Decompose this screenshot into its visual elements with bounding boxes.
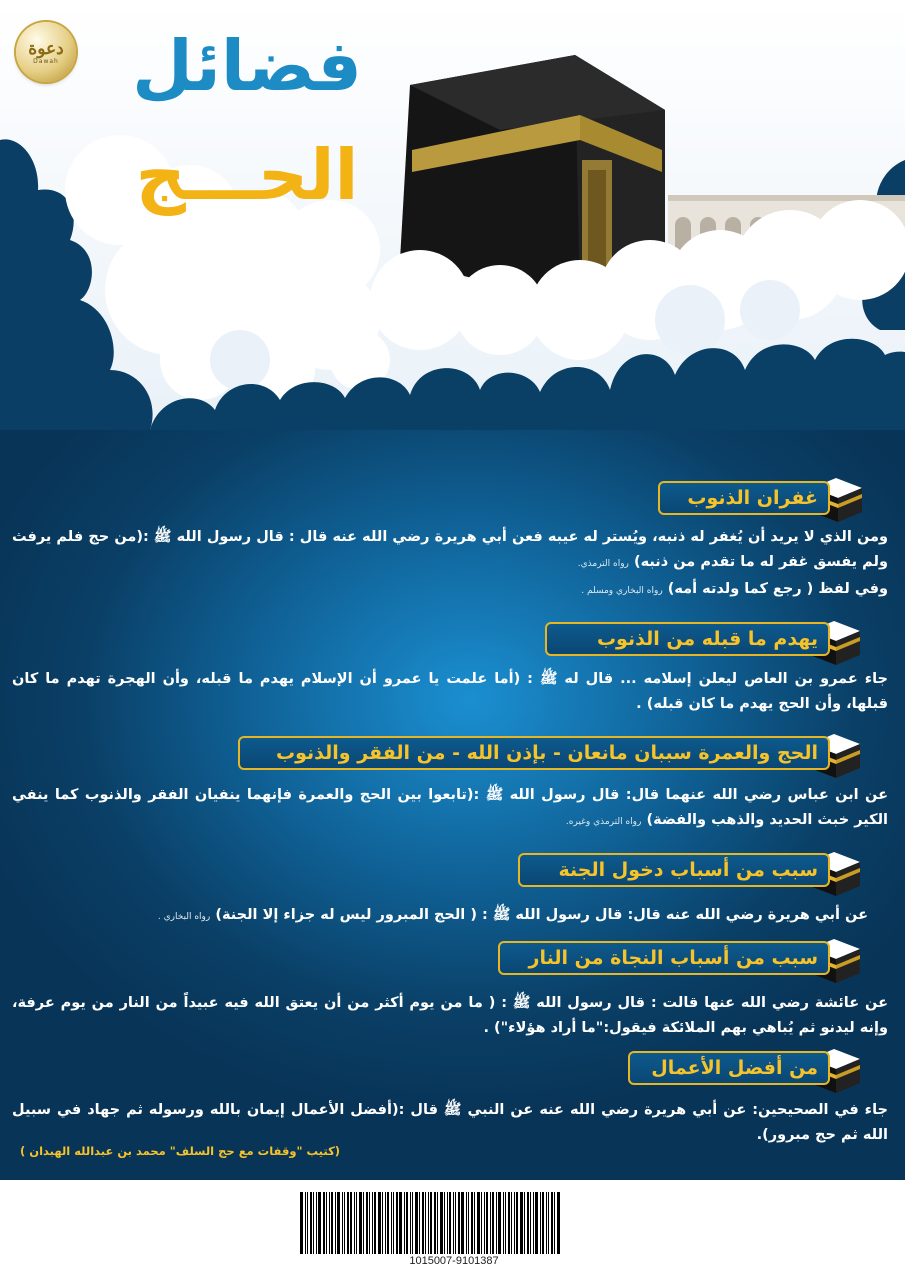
heading-prevent-poverty	[238, 736, 830, 770]
barcode-bar	[481, 1192, 482, 1254]
barcode-bar	[422, 1192, 424, 1254]
heading-text: من أفضل الأعمال	[651, 1057, 818, 1079]
barcode-bar	[404, 1192, 405, 1254]
hadith-text: جاء في الصحيحين: عن أبي هريرة رضي الله عنه عن النبي ﷺ قال :(أفضل الأعمال إيمان بالله ورسوله ثم جهاد في سبيل الله ثم حج مبرور).	[12, 1102, 888, 1143]
barcode-bar	[447, 1192, 448, 1254]
hadith-text: عن أبي هريرة رضي الله عنه قال: قال رسول الله ﷺ : ( الحج المبرور ليس له جزاء إلا الجنة)	[215, 907, 868, 923]
barcode-bar	[313, 1192, 314, 1254]
barcode-bar	[540, 1192, 541, 1254]
barcode-bar	[399, 1192, 402, 1254]
barcode-bar	[527, 1192, 529, 1254]
barcode-bar	[486, 1192, 488, 1254]
barcode-bar	[444, 1192, 445, 1254]
barcode-bar	[471, 1192, 473, 1254]
barcode-bar	[307, 1192, 308, 1254]
hadith-text: عن عائشة رضي الله عنها قالت : قال رسول الله ﷺ : ( ما من يوم أكثر من أن يعتق الله فيه عبيداً من النار من يوم عرفة، وإنه ليدنو ثم يُباهي بهم الملائكة فيقول:"ما أراد هؤلاء") .	[12, 995, 888, 1036]
barcode-bar	[551, 1192, 553, 1254]
barcode-bar	[372, 1192, 373, 1254]
logo-mark: دعوة	[28, 38, 64, 59]
barcode-bar	[468, 1192, 469, 1254]
barcode-bar	[557, 1192, 560, 1254]
hadith-text: جاء عمرو بن العاص ليعلن إسلامه ... قال له ﷺ : (أما علمت يا عمرو أن الإسلام يهدم ما قبله، وأن الهجرة تهدم ما كان قبلها، وأن الحج يهدم ما كان قبله) .	[12, 671, 888, 712]
barcode-bar	[453, 1192, 454, 1254]
barcode-bar	[393, 1192, 394, 1254]
heading-text: يهدم ما قبله من الذنوب	[596, 628, 818, 650]
barcode-bar	[412, 1192, 413, 1254]
heading-erases-sins	[545, 622, 830, 656]
title-line2: الحـــج	[135, 134, 359, 216]
section-text-erases-sins	[12, 667, 888, 717]
barcode-bar	[484, 1192, 485, 1254]
heading-paradise	[518, 853, 830, 887]
barcode-bar	[318, 1192, 321, 1254]
barcode-bar	[366, 1192, 368, 1254]
title-line1: فضائل	[132, 25, 362, 107]
barcode-bar	[363, 1192, 364, 1254]
barcode-bar	[505, 1192, 506, 1254]
barcode-bar	[520, 1192, 523, 1254]
barcode-bar	[378, 1192, 381, 1254]
barcode-bar	[410, 1192, 411, 1254]
barcode-bar	[425, 1192, 426, 1254]
barcode-bar	[546, 1192, 547, 1254]
barcode-bar	[350, 1192, 352, 1254]
barcode-bar	[434, 1192, 436, 1254]
barcode-bar	[511, 1192, 512, 1254]
barcode-bar	[335, 1192, 336, 1254]
barcode-bar	[396, 1192, 398, 1254]
hadith-source: رواه البخاري ومسلم .	[581, 586, 663, 596]
barcode-bar	[496, 1192, 497, 1254]
barcode-bar	[419, 1192, 420, 1254]
barcode-bar	[554, 1192, 555, 1254]
barcode-bar	[316, 1192, 317, 1254]
barcode-bar	[503, 1192, 504, 1254]
barcode-bar	[524, 1192, 525, 1254]
barcode-icon	[300, 1192, 608, 1254]
book-credit: (كتيب "وقفات مع حج السلف" محمد بن عبدالله الهبدان )	[20, 1144, 341, 1158]
section-text-best-deeds	[12, 1098, 888, 1148]
barcode-bar	[391, 1192, 392, 1254]
barcode-bar	[326, 1192, 327, 1254]
barcode-bar	[542, 1192, 544, 1254]
barcode-bar	[359, 1192, 362, 1254]
hadith-text: عن ابن عباس رضي الله عنهما قال: قال رسول الله ﷺ :(تابعوا بين الحج والعمرة فإنهما ينفيان الفقر والذنوب كما ينفي الكير خبث الحديد والذهب والفضة)	[12, 787, 888, 828]
barcode-bar	[369, 1192, 370, 1254]
logo-sub: Dawah	[33, 57, 59, 65]
barcode-bar	[514, 1192, 515, 1254]
hadith-source: رواه الترمذي.	[577, 559, 629, 569]
barcode-bar	[533, 1192, 534, 1254]
barcode-bar	[466, 1192, 467, 1254]
barcode-bar	[428, 1192, 429, 1254]
barcode-bar	[508, 1192, 510, 1254]
section-text-salvation	[12, 991, 888, 1041]
barcode-bar	[354, 1192, 355, 1254]
barcode-bar	[347, 1192, 349, 1254]
hadith-source: رواه الترمذي وغيره.	[565, 817, 642, 827]
barcode-bar	[415, 1192, 418, 1254]
barcode-bar	[344, 1192, 345, 1254]
barcode-bar	[530, 1192, 531, 1254]
barcode-bar	[337, 1192, 340, 1254]
barcode-bar	[430, 1192, 432, 1254]
section-text-forgiveness	[12, 525, 888, 604]
heading-forgiveness	[658, 481, 830, 515]
dawah-logo	[16, 22, 76, 82]
barcode-bar	[342, 1192, 343, 1254]
barcode-bar	[305, 1192, 306, 1254]
barcode-bar	[300, 1192, 303, 1254]
hadith-text: ومن الذي لا يريد أن يُغفر له ذنبه، ويُستر له عيبه فعن أبي هريرة رضي الله عنه قال : قال رسول الله ﷺ :(من حج فلم يرفث ولم يفسق غفر له ما تقدم من ذنبه)	[12, 529, 888, 570]
barcode-bar	[474, 1192, 475, 1254]
barcode-bar	[535, 1192, 538, 1254]
heading-text: الحج والعمرة سببان مانعان - بإذن الله - من الفقر والذنوب	[276, 742, 818, 764]
barcode-bar	[498, 1192, 501, 1254]
barcode-bar	[437, 1192, 438, 1254]
barcode-bar	[516, 1192, 518, 1254]
barcode-bar	[449, 1192, 451, 1254]
barcode-bar	[406, 1192, 408, 1254]
barcode-bar	[492, 1192, 494, 1254]
heading-text: سبب من أسباب دخول الجنة	[558, 859, 818, 881]
barcode-bar	[387, 1192, 389, 1254]
hadith-source: رواه البخاري .	[157, 912, 211, 922]
hadith-text: وفي لفظ ( رجع كما ولدته أمه)	[667, 581, 888, 597]
barcode-bar	[382, 1192, 383, 1254]
barcode-bar	[374, 1192, 376, 1254]
barcode-bar	[455, 1192, 456, 1254]
section-text-paradise	[20, 903, 868, 930]
barcode-number: 1015007-9101387	[409, 1255, 499, 1267]
barcode-bar	[323, 1192, 325, 1254]
heading-salvation	[498, 941, 830, 975]
barcode-bar	[477, 1192, 480, 1254]
barcode-bar	[458, 1192, 460, 1254]
barcode-bar	[490, 1192, 491, 1254]
barcode-bar	[310, 1192, 312, 1254]
barcode-bar	[461, 1192, 464, 1254]
heading-text: سبب من أسباب النجاة من النار	[528, 947, 818, 969]
barcode-bar	[548, 1192, 549, 1254]
barcode-bar	[440, 1192, 443, 1254]
heading-best-deeds	[628, 1051, 830, 1085]
section-text-prevent-poverty	[12, 783, 888, 835]
barcode-bar	[329, 1192, 330, 1254]
barcode-bar	[331, 1192, 333, 1254]
barcode-bar	[385, 1192, 386, 1254]
heading-text: غفران الذنوب	[687, 487, 818, 509]
barcode-bar	[356, 1192, 357, 1254]
